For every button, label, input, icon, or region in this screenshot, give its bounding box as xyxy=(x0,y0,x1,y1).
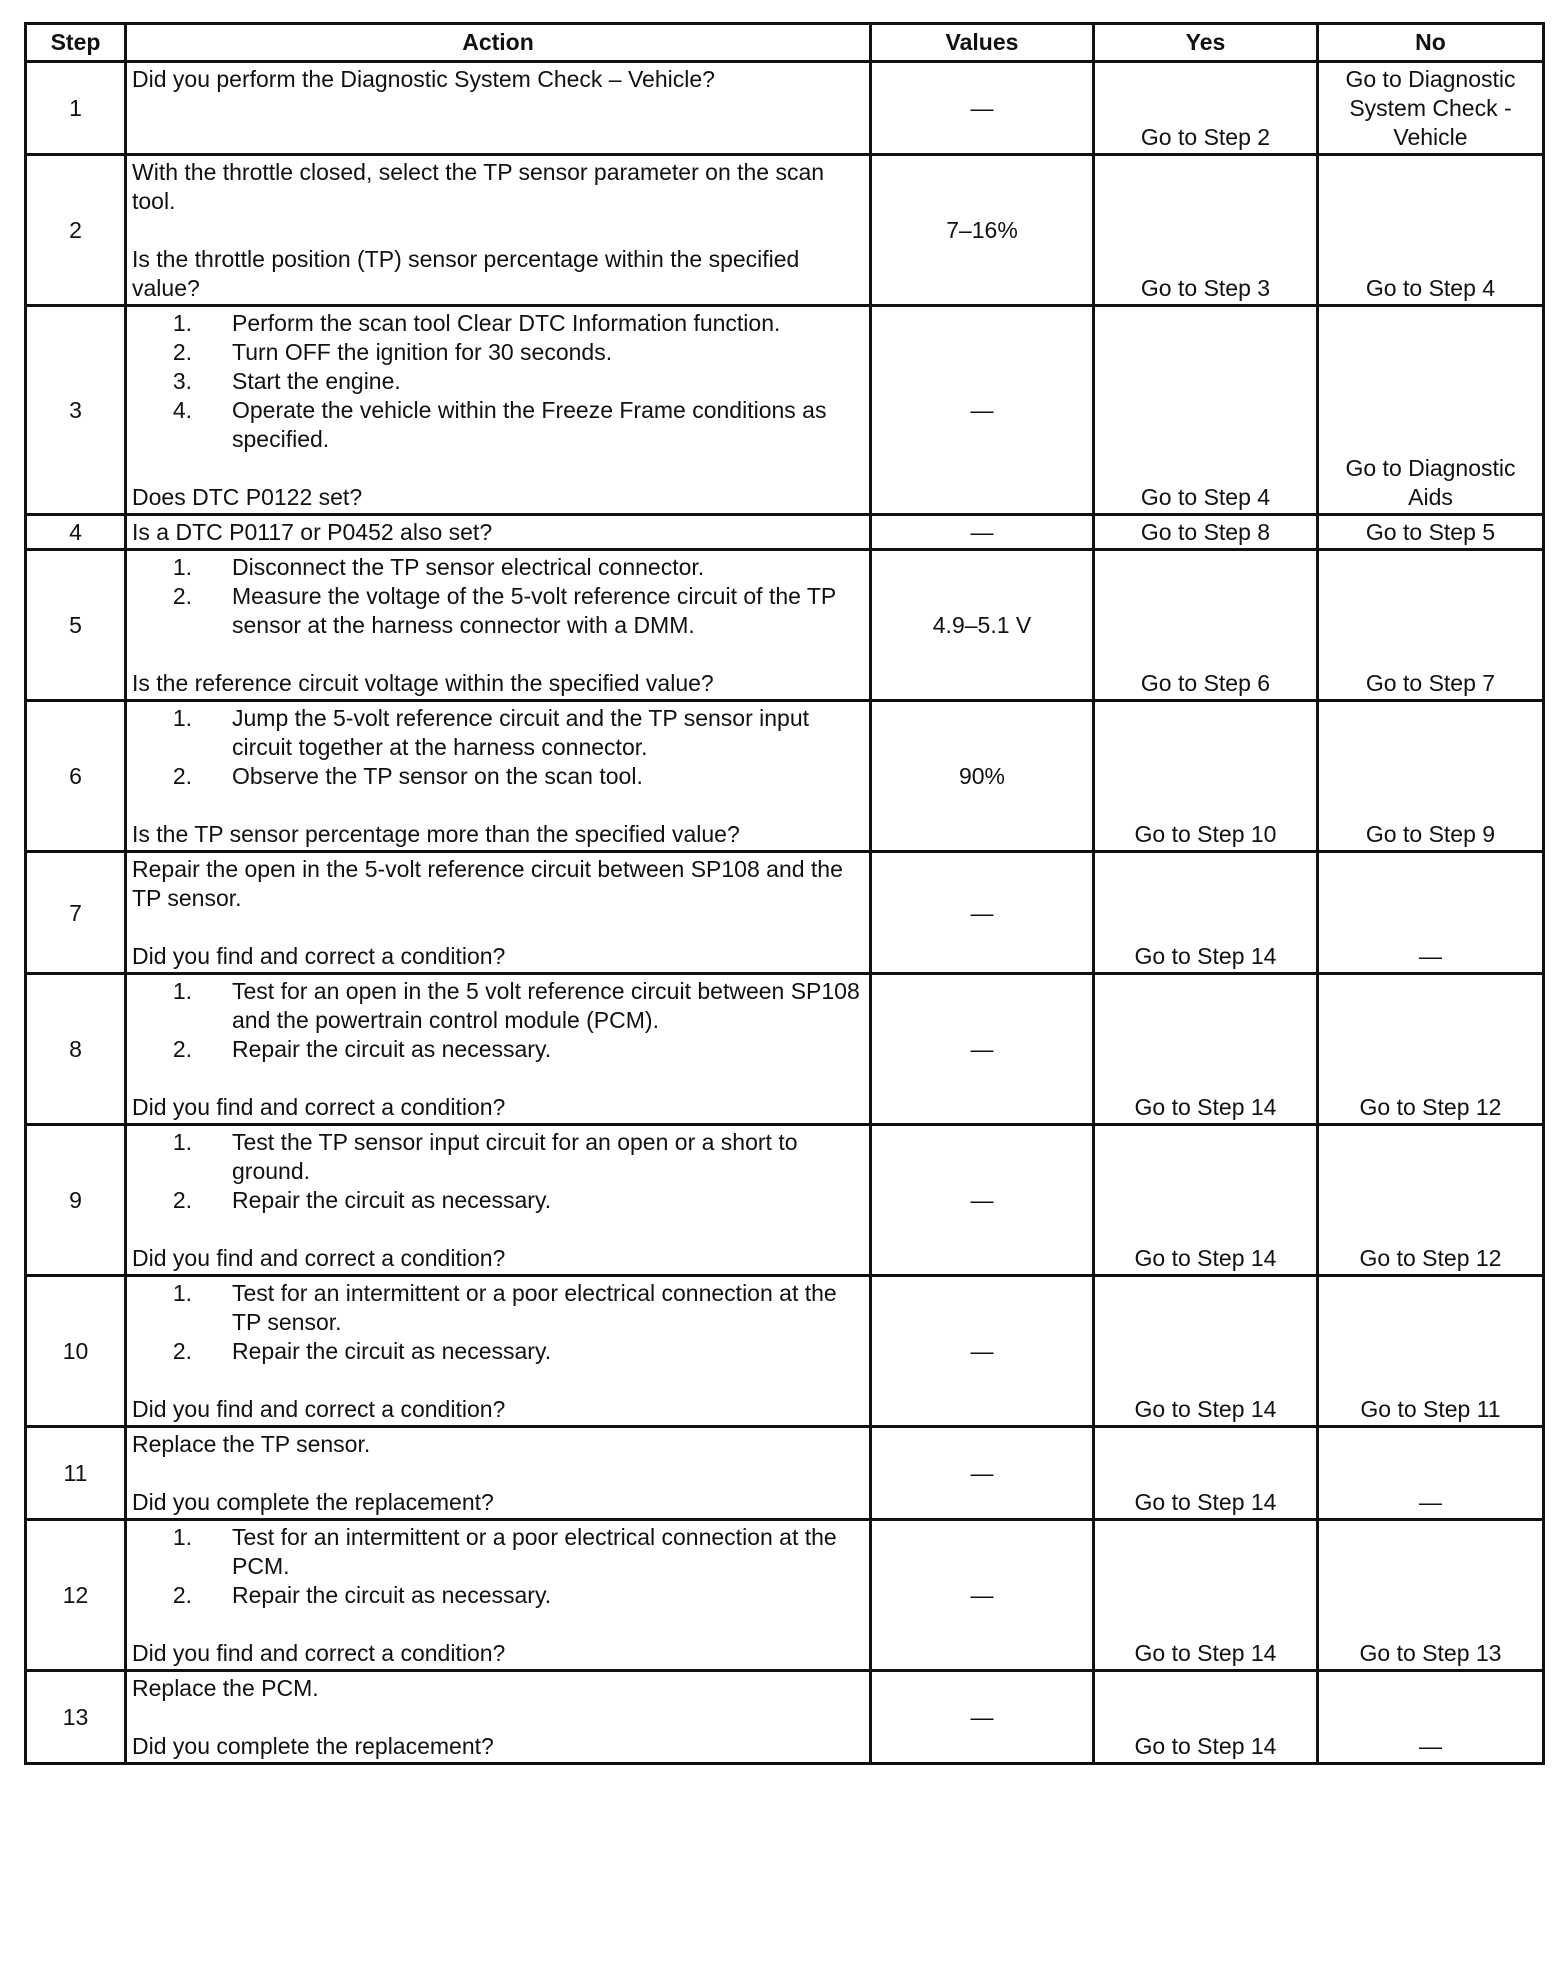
action-cell xyxy=(126,155,871,306)
list-item-text: Perform the scan tool Clear DTC Information function. xyxy=(232,310,781,336)
list-item-number: 1. xyxy=(172,310,192,336)
list-item-text: Test the TP sensor input circuit for an open or a short to ground. xyxy=(232,1129,798,1184)
action-question: Is the throttle position (TP) sensor percentage within the specified value? xyxy=(132,246,800,301)
table-row xyxy=(26,550,1544,701)
list-item xyxy=(132,338,864,367)
step-number: 6 xyxy=(26,701,126,852)
yes-cell: Go to Step 14 xyxy=(1094,1520,1318,1671)
values-cell: — xyxy=(871,1125,1094,1276)
step-number: 3 xyxy=(26,306,126,515)
list-item-text: Test for an open in the 5 volt reference circuit between SP108 and the powertrain control module (PCM). xyxy=(232,978,860,1033)
no-cell: — xyxy=(1318,1427,1544,1520)
list-item xyxy=(132,762,864,791)
spacer xyxy=(132,791,864,820)
yes-cell: Go to Step 14 xyxy=(1094,1125,1318,1276)
step-number: 9 xyxy=(26,1125,126,1276)
table-row xyxy=(26,1276,1544,1427)
list-item-number: 1. xyxy=(172,978,192,1004)
no-cell: Go to Step 13 xyxy=(1318,1520,1544,1671)
table-row xyxy=(26,701,1544,852)
list-item-text: Repair the circuit as necessary. xyxy=(232,1036,552,1062)
action-question: Does DTC P0122 set? xyxy=(132,484,363,510)
list-item-text: Disconnect the TP sensor electrical connector. xyxy=(232,554,705,580)
diagnostic-table xyxy=(24,22,1545,1765)
table-row xyxy=(26,852,1544,974)
header-row xyxy=(26,24,1544,62)
values-cell: — xyxy=(871,515,1094,550)
action-text: Replace the TP sensor. xyxy=(132,1431,371,1457)
list-item-number: 2. xyxy=(172,763,192,789)
action-steps-list xyxy=(132,553,864,640)
list-item-number: 1. xyxy=(172,554,192,580)
step-number: 13 xyxy=(26,1671,126,1764)
list-item xyxy=(132,1128,864,1186)
spacer xyxy=(132,1215,864,1244)
action-cell xyxy=(126,62,871,155)
list-item-number: 1. xyxy=(172,1129,192,1155)
yes-cell: Go to Step 4 xyxy=(1094,306,1318,515)
values-cell: 90% xyxy=(871,701,1094,852)
list-item xyxy=(132,977,864,1035)
list-item-text: Repair the circuit as necessary. xyxy=(232,1187,552,1213)
action-cell xyxy=(126,515,871,550)
values-cell: — xyxy=(871,1520,1094,1671)
step-number: 12 xyxy=(26,1520,126,1671)
list-item xyxy=(132,396,864,454)
action-cell xyxy=(126,701,871,852)
spacer xyxy=(132,454,864,483)
action-text: Did you perform the Diagnostic System Check – Vehicle? xyxy=(132,66,715,92)
action-question: Did you find and correct a condition? xyxy=(132,943,506,969)
list-item-number: 2. xyxy=(172,1187,192,1213)
table-row xyxy=(26,1671,1544,1764)
spacer xyxy=(132,913,864,942)
action-question: Did you complete the replacement? xyxy=(132,1489,494,1515)
list-item-text: Test for an intermittent or a poor electrical connection at the PCM. xyxy=(232,1524,837,1579)
list-item xyxy=(132,1337,864,1366)
values-cell: — xyxy=(871,1276,1094,1427)
yes-cell: Go to Step 14 xyxy=(1094,974,1318,1125)
action-cell xyxy=(126,550,871,701)
list-item xyxy=(132,582,864,640)
action-steps-list xyxy=(132,1523,864,1610)
no-cell: Go to Step 7 xyxy=(1318,550,1544,701)
table-row xyxy=(26,62,1544,155)
header-step: Step xyxy=(26,24,126,62)
list-item-number: 2. xyxy=(172,1582,192,1608)
spacer xyxy=(132,216,864,245)
action-question: Is the TP sensor percentage more than the specified value? xyxy=(132,821,740,847)
list-item-number: 4. xyxy=(172,397,192,423)
spacer xyxy=(132,1064,864,1093)
action-text: Repair the open in the 5-volt reference circuit between SP108 and the TP sensor. xyxy=(132,856,843,911)
list-item-number: 1. xyxy=(172,1524,192,1550)
table-row xyxy=(26,974,1544,1125)
action-question: Did you find and correct a condition? xyxy=(132,1396,506,1422)
list-item xyxy=(132,1581,864,1610)
list-item-number: 3. xyxy=(172,368,192,394)
values-cell: — xyxy=(871,62,1094,155)
action-steps-list xyxy=(132,1279,864,1366)
yes-cell: Go to Step 6 xyxy=(1094,550,1318,701)
values-cell: — xyxy=(871,1427,1094,1520)
no-cell: Go to Step 12 xyxy=(1318,1125,1544,1276)
spacer xyxy=(132,1610,864,1639)
no-cell: Go to Step 9 xyxy=(1318,701,1544,852)
step-number: 2 xyxy=(26,155,126,306)
yes-cell: Go to Step 14 xyxy=(1094,852,1318,974)
action-cell xyxy=(126,1276,871,1427)
header-values: Values xyxy=(871,24,1094,62)
action-steps-list xyxy=(132,309,864,454)
list-item-text: Measure the voltage of the 5-volt reference circuit of the TP sensor at the harness connector with a DMM. xyxy=(232,583,836,638)
action-text: Is a DTC P0117 or P0452 also set? xyxy=(132,519,493,545)
action-steps-list xyxy=(132,1128,864,1215)
spacer xyxy=(132,1703,864,1732)
list-item-text: Jump the 5-volt reference circuit and the TP sensor input circuit together at the harness connector. xyxy=(232,705,810,760)
table-row xyxy=(26,1427,1544,1520)
list-item-text: Test for an intermittent or a poor electrical connection at the TP sensor. xyxy=(232,1280,837,1335)
action-question: Did you find and correct a condition? xyxy=(132,1245,506,1271)
yes-cell: Go to Step 14 xyxy=(1094,1276,1318,1427)
yes-cell: Go to Step 14 xyxy=(1094,1671,1318,1764)
yes-cell: Go to Step 3 xyxy=(1094,155,1318,306)
action-question: Did you complete the replacement? xyxy=(132,1733,494,1759)
values-cell: 4.9–5.1 V xyxy=(871,550,1094,701)
list-item xyxy=(132,1523,864,1581)
action-text: Replace the PCM. xyxy=(132,1675,319,1701)
no-cell: Go to Step 5 xyxy=(1318,515,1544,550)
list-item xyxy=(132,367,864,396)
list-item xyxy=(132,1186,864,1215)
list-item-text: Repair the circuit as necessary. xyxy=(232,1338,552,1364)
list-item-text: Repair the circuit as necessary. xyxy=(232,1582,552,1608)
action-text: With the throttle closed, select the TP sensor parameter on the scan tool. xyxy=(132,159,825,214)
action-cell xyxy=(126,852,871,974)
list-item-number: 1. xyxy=(172,1280,192,1306)
header-yes: Yes xyxy=(1094,24,1318,62)
list-item xyxy=(132,704,864,762)
action-cell xyxy=(126,1520,871,1671)
step-number: 10 xyxy=(26,1276,126,1427)
action-question: Did you find and correct a condition? xyxy=(132,1094,506,1120)
action-cell xyxy=(126,1671,871,1764)
list-item-number: 1. xyxy=(172,705,192,731)
no-cell: Go to Step 4 xyxy=(1318,155,1544,306)
action-cell xyxy=(126,306,871,515)
table-row xyxy=(26,155,1544,306)
document-page xyxy=(24,22,1542,1765)
action-question: Is the reference circuit voltage within the specified value? xyxy=(132,670,714,696)
no-cell: Go to Step 11 xyxy=(1318,1276,1544,1427)
table-row xyxy=(26,1125,1544,1276)
no-cell: Go to Diagnostic Aids xyxy=(1318,306,1544,515)
no-cell: — xyxy=(1318,852,1544,974)
table-row xyxy=(26,1520,1544,1671)
list-item-number: 2. xyxy=(172,1036,192,1062)
table-row xyxy=(26,515,1544,550)
list-item-text: Observe the TP sensor on the scan tool. xyxy=(232,763,643,789)
yes-cell: Go to Step 14 xyxy=(1094,1427,1318,1520)
list-item-number: 2. xyxy=(172,1338,192,1364)
action-question: Did you find and correct a condition? xyxy=(132,1640,506,1666)
action-steps-list xyxy=(132,977,864,1064)
list-item-text: Turn OFF the ignition for 30 seconds. xyxy=(232,339,613,365)
step-number: 7 xyxy=(26,852,126,974)
values-cell: 7–16% xyxy=(871,155,1094,306)
step-number: 1 xyxy=(26,62,126,155)
no-cell: — xyxy=(1318,1671,1544,1764)
list-item xyxy=(132,1279,864,1337)
values-cell: — xyxy=(871,974,1094,1125)
yes-cell: Go to Step 10 xyxy=(1094,701,1318,852)
list-item-text: Start the engine. xyxy=(232,368,401,394)
list-item-number: 2. xyxy=(172,339,192,365)
no-cell: Go to Diagnostic System Check - Vehicle xyxy=(1318,62,1544,155)
action-cell xyxy=(126,974,871,1125)
yes-cell: Go to Step 8 xyxy=(1094,515,1318,550)
values-cell: — xyxy=(871,852,1094,974)
step-number: 11 xyxy=(26,1427,126,1520)
yes-cell: Go to Step 2 xyxy=(1094,62,1318,155)
spacer xyxy=(132,1459,864,1488)
action-cell xyxy=(126,1427,871,1520)
step-number: 8 xyxy=(26,974,126,1125)
action-cell xyxy=(126,1125,871,1276)
step-number: 4 xyxy=(26,515,126,550)
table-body xyxy=(26,62,1544,1764)
table-row xyxy=(26,306,1544,515)
header-no: No xyxy=(1318,24,1544,62)
list-item-text: Operate the vehicle within the Freeze Frame conditions as specified. xyxy=(232,397,827,452)
list-item-number: 2. xyxy=(172,583,192,609)
values-cell: — xyxy=(871,1671,1094,1764)
values-cell: — xyxy=(871,306,1094,515)
step-number: 5 xyxy=(26,550,126,701)
action-steps-list xyxy=(132,704,864,791)
list-item xyxy=(132,1035,864,1064)
header-action: Action xyxy=(126,24,871,62)
list-item xyxy=(132,309,864,338)
spacer xyxy=(132,1366,864,1395)
list-item xyxy=(132,553,864,582)
no-cell: Go to Step 12 xyxy=(1318,974,1544,1125)
spacer xyxy=(132,640,864,669)
